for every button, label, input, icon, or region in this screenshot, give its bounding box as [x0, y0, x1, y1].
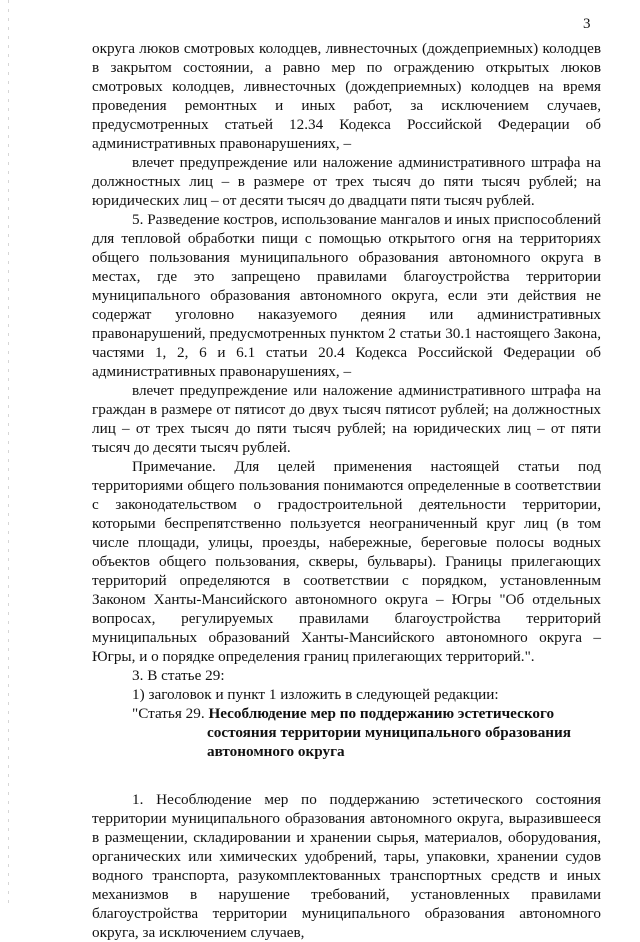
paragraph-penalty-1: влечет предупреждение или наложение административного штрафа на должностных лиц – в размере от трех тысяч до пяти тысяч рублей; на юридических лиц – от десяти тысяч до двадцати пяти тысяч рублей.	[92, 154, 601, 209]
paragraph-penalty-2: влечет предупреждение или наложение административного штрафа на граждан в размере от пятисот до двух тысяч пятисот рублей; на должностных лиц – от трех тысяч до пяти тысяч рублей; на юридических лиц – от пяти тысяч до десяти тысяч рублей.	[92, 382, 601, 456]
paragraph-note: Примечание. Для целей применения настоящей статьи под территориями общего пользования понимаются определенные в соответствии с законодательством о градостроительной деятельности территории, которыми беспрепятственно пользуется неограниченный круг лиц (в том числе площади, улицы, проезды, набережные, береговые полосы водных объектов общего пользования, скверы, бульвары). Границы прилегающих территорий определяются в соответствии с порядком, установленным Законом Ханты-Мансийского автономного округа – Югры "Об отдельных вопросах, регулируемых правилами благоустройства территорий муниципальных образований Ханты-Мансийского автономного округа – Югры, и о порядке определения границ прилегающих территорий.".	[92, 458, 601, 665]
article-heading-title-1: Несоблюдение мер по поддержанию эстетического	[208, 705, 555, 722]
paragraph-edit-instruction: 1) заголовок и пункт 1 изложить в следующей редакции:	[132, 686, 499, 703]
paragraph-continuation: округа люков смотровых колодцев, ливнесточных (дождеприемных) колодцев в закрытом состоянии, а равно мер по ограждению открытых люков смотровых колодцев, ливнесточных (дождеприемных) колодцев на время проведения ремонтных и иных работ, за исключением случаев, предусмотренных статьей 12.34 Кодекса Российской Федерации об административных правонарушениях, –	[92, 40, 601, 152]
scan-edge-artifact	[8, 0, 9, 905]
article-heading-title-3: автономного округа	[207, 743, 345, 760]
paragraph-article-29-item-1: 1. Несоблюдение мер по поддержанию эстетического состояния территории муниципального образования автономного округа, выразившееся в размещении, складировании и хранении сырья, материалов, оборудования, органических или химических удобрений, тары, упаковки, хранении судов водного транспорта, разукомплектованных транспортных средств и иных механизмов в нарушение требований, установленных правилами благоустройства территории муниципального образования автономного округа, за исключением случаев,	[92, 791, 601, 941]
spacer	[92, 761, 601, 790]
paragraph-article-amend: 3. В статье 29:	[132, 667, 225, 684]
document-body	[92, 39, 601, 942]
paragraph-item-5: 5. Разведение костров, использование мангалов и иных приспособлений для тепловой обработки пищи с помощью открытого огня на территориях общего пользования муниципального образования автономного округа в местах, где это запрещено правилами благоустройства территории муниципального образования автономного округа, если эти действия не содержат уголовно наказуемого деяния или административных правонарушений, предусмотренных пунктом 2 статьи 30.1 настоящего Закона, частями 1, 2, 6 и 6.1 статьи 20.4 Кодекса Российской Федерации об административных правонарушениях, –	[92, 211, 601, 380]
article-heading	[92, 704, 601, 723]
article-heading-prefix: "Статья 29.	[132, 705, 209, 722]
page-number: 3	[583, 16, 591, 32]
article-heading-title-2: состояния территории муниципального образования	[207, 724, 572, 741]
